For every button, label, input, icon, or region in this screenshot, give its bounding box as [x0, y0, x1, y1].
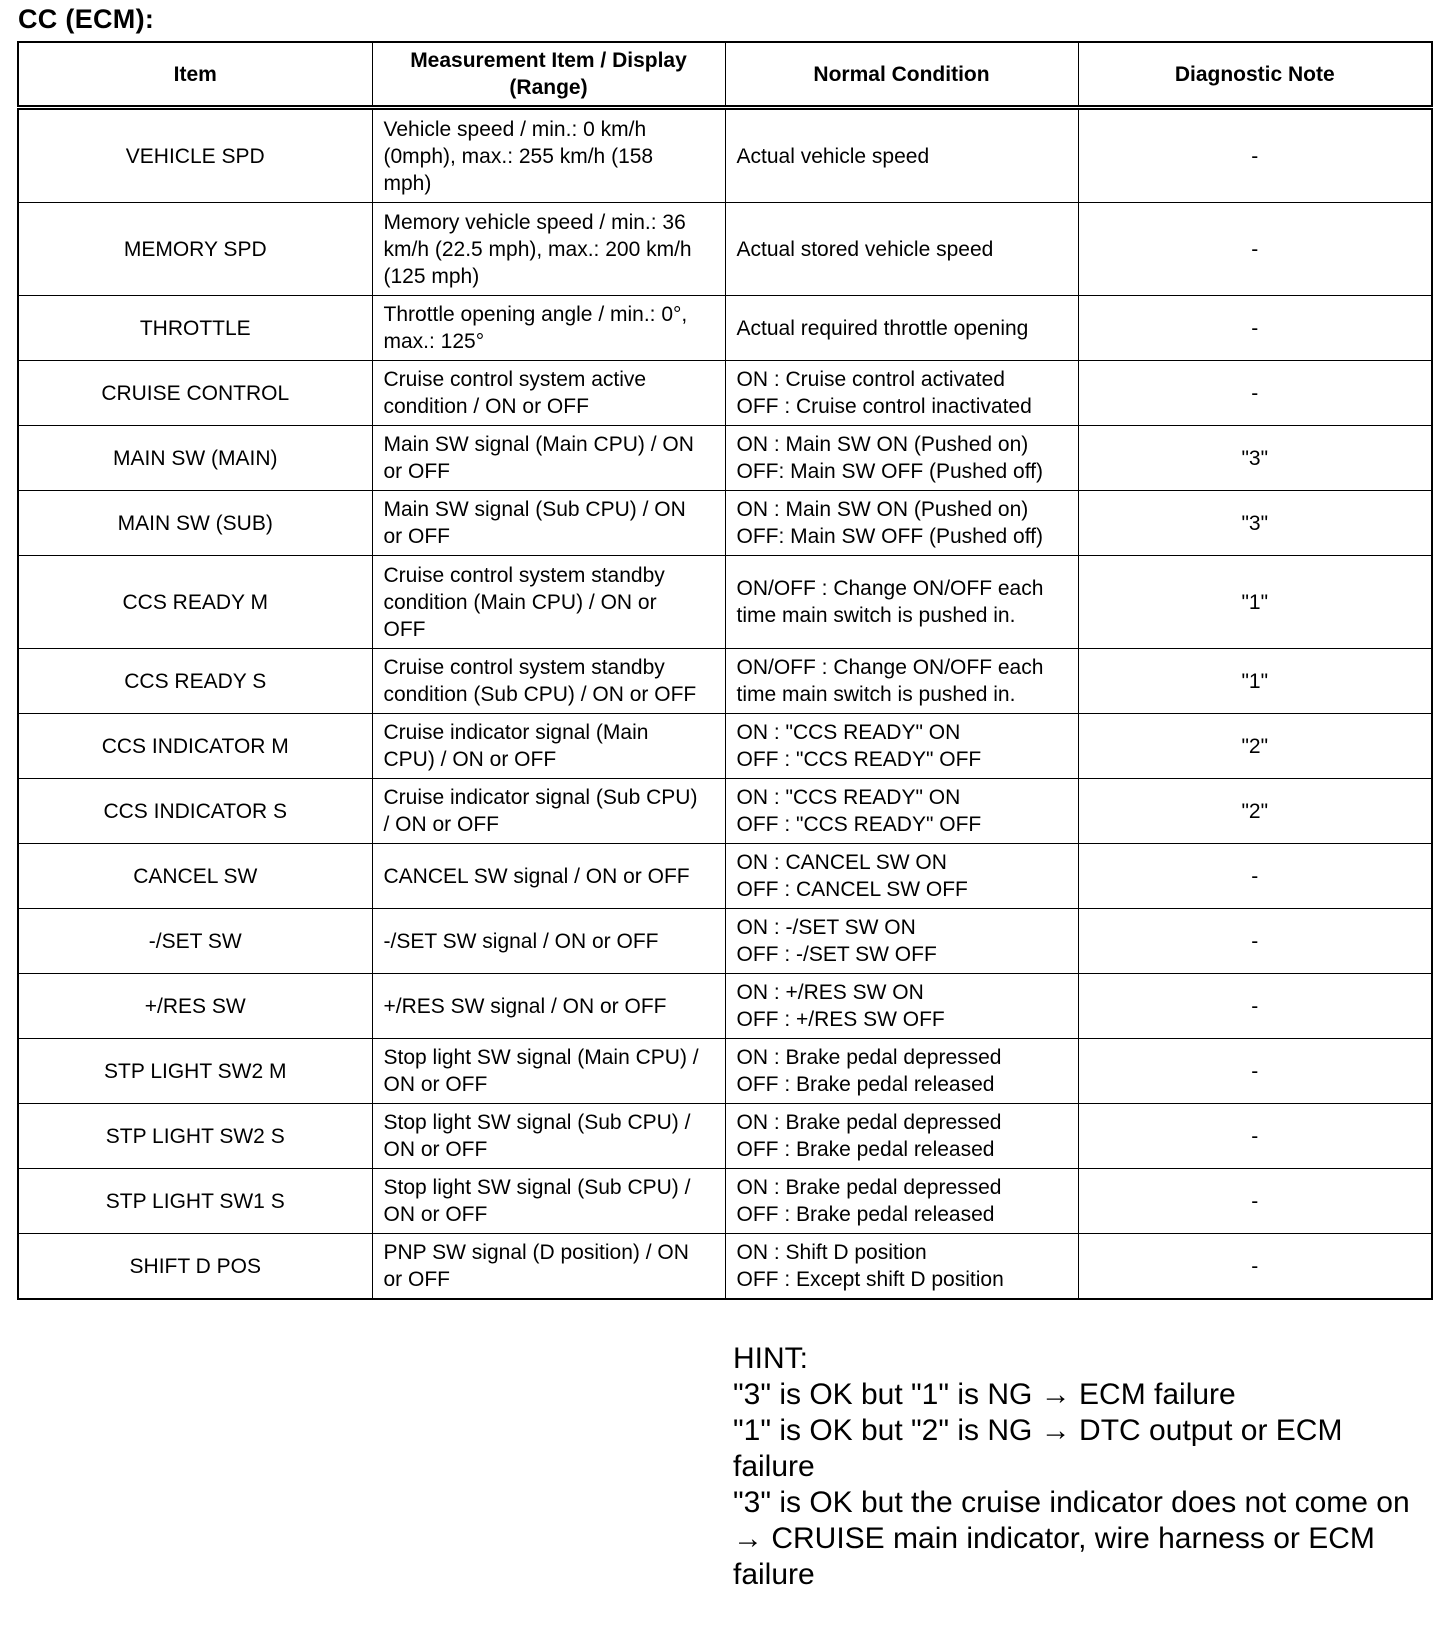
hint-label: HINT: [733, 1342, 808, 1375]
cell-measurement [372, 203, 725, 296]
cell-text-line: ON : Main SW ON (Pushed on) [736, 433, 1029, 456]
cell-text-line: (0mph), max.: 255 km/h (158 [383, 144, 654, 168]
header-diagnostic-note: Diagnostic Note [1078, 42, 1432, 108]
cell-diagnostic-note: - [1078, 1039, 1432, 1104]
cell-text-line: ON : Brake pedal depressed [736, 1046, 1002, 1069]
cell-measurement [372, 844, 725, 909]
header-measurement [372, 42, 725, 108]
hint-line: failure [733, 1558, 815, 1591]
document-title: CC (ECM): [18, 4, 155, 34]
cell-text-line: max.: 125° [383, 330, 485, 353]
cell-text-line: Main SW signal (Main CPU) / ON [383, 433, 694, 456]
data-list-table [17, 41, 1433, 1300]
cell-diagnostic-note: "3" [1078, 491, 1432, 556]
table-row [18, 909, 1432, 974]
cell-normal-condition [725, 1039, 1078, 1104]
cell-normal-condition [725, 974, 1078, 1039]
cell-text-line: ON : "CCS READY" ON [736, 786, 961, 809]
cell-normal-condition [725, 108, 1078, 203]
cell-text-line: ON : Shift D position [736, 1241, 927, 1264]
cell-text-line: OFF : +/RES SW OFF [736, 1008, 945, 1031]
cell-text-line: OFF : Brake pedal released [736, 1073, 995, 1096]
cell-measurement [372, 426, 725, 491]
cell-item: MAIN SW (MAIN) [18, 426, 372, 491]
cell-measurement [372, 296, 725, 361]
cell-text-line: Vehicle speed / min.: 0 km/h [383, 117, 647, 141]
cell-normal-condition [725, 361, 1078, 426]
hint-line: failure [733, 1450, 815, 1483]
table-body [18, 108, 1432, 1300]
cell-diagnostic-note: - [1078, 1234, 1432, 1300]
cell-text-line: Actual stored vehicle speed [736, 237, 994, 261]
cell-text-line: Stop light SW signal (Sub CPU) / [383, 1111, 691, 1134]
cell-normal-condition [725, 909, 1078, 974]
cell-text-line: (125 mph) [383, 264, 480, 288]
cell-text-line: Cruise indicator signal (Sub CPU) [383, 786, 698, 809]
cell-normal-condition [725, 491, 1078, 556]
cell-diagnostic-note: "1" [1078, 649, 1432, 714]
cell-normal-condition [725, 426, 1078, 491]
cell-diagnostic-note: - [1078, 909, 1432, 974]
cell-normal-condition [725, 296, 1078, 361]
cell-measurement [372, 1039, 725, 1104]
cell-item: MEMORY SPD [18, 203, 372, 296]
table-row [18, 361, 1432, 426]
cell-item: CCS READY M [18, 556, 372, 649]
table-row [18, 1039, 1432, 1104]
cell-measurement [372, 909, 725, 974]
cell-measurement [372, 1234, 725, 1300]
cell-diagnostic-note: "2" [1078, 779, 1432, 844]
cell-text-line: condition (Main CPU) / ON or [383, 590, 657, 614]
cell-diagnostic-note: - [1078, 108, 1432, 203]
cell-item: MAIN SW (SUB) [18, 491, 372, 556]
cell-measurement [372, 108, 725, 203]
cell-text-line: ON or OFF [383, 1138, 488, 1161]
cell-measurement [372, 556, 725, 649]
cell-item: VEHICLE SPD [18, 108, 372, 203]
cell-text-line: or OFF [383, 1268, 450, 1291]
cell-measurement [372, 974, 725, 1039]
table-row [18, 974, 1432, 1039]
cell-item: CCS INDICATOR S [18, 779, 372, 844]
cell-text-line: ON : CANCEL SW ON [736, 851, 947, 874]
cell-text-line: ON : +/RES SW ON [736, 981, 924, 1004]
cell-text-line: OFF [383, 617, 426, 641]
cell-measurement [372, 361, 725, 426]
table-row [18, 714, 1432, 779]
cell-measurement [372, 779, 725, 844]
cell-normal-condition [725, 556, 1078, 649]
cell-text-line: OFF : Brake pedal released [736, 1138, 995, 1161]
cell-diagnostic-note: - [1078, 203, 1432, 296]
header-measurement-line-2: (Range) [509, 76, 588, 99]
hint-line: → CRUISE main indicator, wire harness or ECM [733, 1522, 1375, 1555]
cell-normal-condition [725, 1234, 1078, 1300]
table-row [18, 203, 1432, 296]
cell-text-line: ON : Brake pedal depressed [736, 1111, 1002, 1134]
cell-measurement [372, 491, 725, 556]
cell-diagnostic-note: - [1078, 844, 1432, 909]
header-measurement-line-1: Measurement Item / Display [410, 49, 687, 72]
cell-text-line: Cruise control system standby [383, 563, 665, 587]
cell-item: +/RES SW [18, 974, 372, 1039]
cell-item: STP LIGHT SW2 S [18, 1104, 372, 1169]
cell-text-line: ON : Cruise control activated [736, 368, 1005, 391]
cell-text-line: Cruise control system standby [383, 656, 665, 679]
cell-diagnostic-note: - [1078, 974, 1432, 1039]
table-row [18, 1169, 1432, 1234]
header-item: Item [18, 42, 372, 108]
table-row [18, 108, 1432, 203]
cell-text-line: Memory vehicle speed / min.: 36 [383, 210, 686, 234]
cell-item: -/SET SW [18, 909, 372, 974]
cell-normal-condition [725, 714, 1078, 779]
cell-text-line: OFF : Cruise control inactivated [736, 395, 1032, 418]
cell-text-line: Stop light SW signal (Main CPU) / [383, 1046, 699, 1069]
cell-item: CRUISE CONTROL [18, 361, 372, 426]
cell-item: STP LIGHT SW1 S [18, 1169, 372, 1234]
cell-text-line: ON : Brake pedal depressed [736, 1176, 1002, 1199]
cell-text-line: +/RES SW signal / ON or OFF [383, 994, 667, 1018]
hint-line: "1" is OK but "2" is NG → DTC output or ECM [733, 1414, 1343, 1447]
cell-text-line: / ON or OFF [383, 813, 499, 836]
cell-text-line: OFF : Except shift D position [736, 1268, 1004, 1291]
cell-text-line: OFF : "CCS READY" OFF [736, 813, 982, 836]
cell-text-line: mph) [383, 171, 432, 195]
cell-normal-condition [725, 1104, 1078, 1169]
cell-normal-condition [725, 779, 1078, 844]
cell-text-line: km/h (22.5 mph), max.: 200 km/h [383, 237, 692, 261]
cell-text-line: Main SW signal (Sub CPU) / ON [383, 498, 686, 521]
cell-text-line: time main switch is pushed in. [736, 604, 1016, 627]
table-row [18, 491, 1432, 556]
cell-diagnostic-note: "2" [1078, 714, 1432, 779]
cell-item: CCS INDICATOR M [18, 714, 372, 779]
cell-text-line: OFF : Brake pedal released [736, 1203, 995, 1226]
cell-text-line: CANCEL SW signal / ON or OFF [383, 864, 690, 888]
cell-text-line: condition / ON or OFF [383, 395, 589, 418]
cell-text-line: condition (Sub CPU) / ON or OFF [383, 683, 697, 706]
cell-text-line: OFF : -/SET SW OFF [736, 943, 937, 966]
table-row [18, 556, 1432, 649]
cell-normal-condition [725, 649, 1078, 714]
cell-text-line: Stop light SW signal (Sub CPU) / [383, 1176, 691, 1199]
cell-text-line: time main switch is pushed in. [736, 683, 1016, 706]
cell-diagnostic-note: "3" [1078, 426, 1432, 491]
hint-block [733, 1341, 1433, 1593]
cell-text-line: Throttle opening angle / min.: 0°, [383, 303, 688, 326]
table-row [18, 426, 1432, 491]
cell-item: STP LIGHT SW2 M [18, 1039, 372, 1104]
cell-item: CCS READY S [18, 649, 372, 714]
cell-text-line: Cruise indicator signal (Main [383, 721, 649, 744]
cell-item: SHIFT D POS [18, 1234, 372, 1300]
cell-text-line: ON : "CCS READY" ON [736, 721, 961, 744]
table-header-row [18, 42, 1432, 108]
table-row [18, 844, 1432, 909]
cell-text-line: ON : -/SET SW ON [736, 916, 916, 939]
cell-text-line: ON or OFF [383, 1203, 488, 1226]
cell-text-line: CPU) / ON or OFF [383, 748, 557, 771]
table-row [18, 1234, 1432, 1300]
table-row [18, 779, 1432, 844]
cell-measurement [372, 1104, 725, 1169]
table-row [18, 649, 1432, 714]
cell-text-line: PNP SW signal (D position) / ON [383, 1241, 689, 1264]
cell-measurement [372, 1169, 725, 1234]
cell-measurement [372, 714, 725, 779]
cell-diagnostic-note: - [1078, 1104, 1432, 1169]
cell-text-line: or OFF [383, 525, 450, 548]
cell-normal-condition [725, 203, 1078, 296]
cell-text-line: Cruise control system active [383, 368, 647, 391]
cell-measurement [372, 649, 725, 714]
cell-text-line: ON : Main SW ON (Pushed on) [736, 498, 1029, 521]
cell-text-line: OFF: Main SW OFF (Pushed off) [736, 460, 1044, 483]
cell-text-line: ON/OFF : Change ON/OFF each [736, 656, 1044, 679]
cell-text-line: -/SET SW signal / ON or OFF [383, 929, 659, 953]
cell-text-line: Actual required throttle opening [736, 316, 1029, 340]
cell-diagnostic-note: "1" [1078, 556, 1432, 649]
cell-text-line: Actual vehicle speed [736, 144, 930, 168]
cell-diagnostic-note: - [1078, 361, 1432, 426]
cell-item: CANCEL SW [18, 844, 372, 909]
cell-item: THROTTLE [18, 296, 372, 361]
cell-text-line: ON/OFF : Change ON/OFF each [736, 577, 1044, 600]
cell-normal-condition [725, 844, 1078, 909]
cell-normal-condition [725, 1169, 1078, 1234]
cell-text-line: OFF : CANCEL SW OFF [736, 878, 968, 901]
table-row [18, 296, 1432, 361]
cell-diagnostic-note: - [1078, 1169, 1432, 1234]
hint-line: "3" is OK but "1" is NG → ECM failure [733, 1378, 1236, 1411]
cell-diagnostic-note: - [1078, 296, 1432, 361]
header-normal-condition: Normal Condition [725, 42, 1078, 108]
table-row [18, 1104, 1432, 1169]
hint-line: "3" is OK but the cruise indicator does not come on [733, 1486, 1410, 1519]
cell-text-line: or OFF [383, 460, 450, 483]
cell-text-line: OFF: Main SW OFF (Pushed off) [736, 525, 1044, 548]
cell-text-line: OFF : "CCS READY" OFF [736, 748, 982, 771]
cell-text-line: ON or OFF [383, 1073, 488, 1096]
